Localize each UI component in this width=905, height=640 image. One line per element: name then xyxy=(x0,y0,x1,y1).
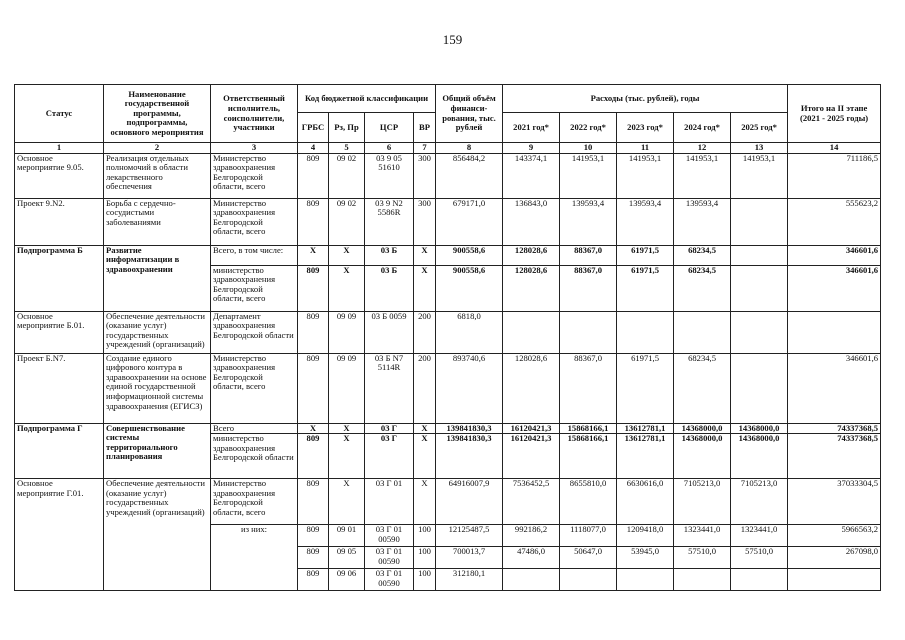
cell-executor: Министерство здравоохранения Белгородской области, всего xyxy=(211,353,298,423)
cell-csr: 03 Г 01 xyxy=(365,479,414,525)
cell-y2021: 128028,6 xyxy=(503,353,560,423)
cell-rzpr: 09 05 xyxy=(329,547,365,569)
cell-total: 900558,6 xyxy=(436,265,503,311)
cell-name: Создание единого цифрового контура в здравоохранении на основе единой государственной информационной системы здравоохранения (ЕГИСЗ) xyxy=(104,353,211,423)
cell-y2022: 141953,1 xyxy=(560,153,617,198)
cell-csr: 03 Г 01 00590 xyxy=(365,569,414,591)
cell-y2025 xyxy=(731,198,788,245)
cell-grbs: 809 xyxy=(298,153,329,198)
cell-itog: 346601,6 xyxy=(788,245,881,265)
cell-name: Совершенствование системы территориального планирования xyxy=(104,423,211,479)
header-total: Общий объём финанси-рования, тыс. рублей xyxy=(436,85,503,143)
table-row xyxy=(15,153,881,198)
cell-vr: 300 xyxy=(414,198,436,245)
cell-grbs: X xyxy=(298,423,329,434)
budget-table xyxy=(14,84,881,591)
cell-y2024: 7105213,0 xyxy=(674,479,731,525)
cell-rzpr: X xyxy=(329,479,365,525)
cell-executor: Департамент здравоохранения Белгородской области xyxy=(211,311,298,353)
cell-y2023: 1209418,0 xyxy=(617,525,674,547)
col-number: 5 xyxy=(329,143,365,154)
cell-status: Подпрограмма Б xyxy=(15,245,104,311)
col-number: 14 xyxy=(788,143,881,154)
cell-grbs: 809 xyxy=(298,569,329,591)
table-row xyxy=(15,423,881,434)
cell-y2022: 15868166,1 xyxy=(560,423,617,434)
table-row xyxy=(15,479,881,525)
cell-total: 64916007,9 xyxy=(436,479,503,525)
cell-name: Реализация отдельных полномочий в области лекарственного обеспечения xyxy=(104,153,211,198)
col-number: 11 xyxy=(617,143,674,154)
cell-vr: X xyxy=(414,245,436,265)
cell-status: Проект 9.N2. xyxy=(15,198,104,245)
header-executor: Ответственный исполнитель, соисполнители, участники xyxy=(211,85,298,143)
cell-grbs: X xyxy=(298,245,329,265)
cell-y2021: 7536452,5 xyxy=(503,479,560,525)
col-number: 9 xyxy=(503,143,560,154)
cell-y2021: 128028,6 xyxy=(503,265,560,311)
cell-name: Борьба с сердечно-сосудистыми заболеваниями xyxy=(104,198,211,245)
cell-y2022 xyxy=(560,311,617,353)
cell-vr: X xyxy=(414,479,436,525)
cell-csr: 03 9 05 51610 xyxy=(365,153,414,198)
cell-y2025 xyxy=(731,265,788,311)
cell-rzpr: X xyxy=(329,423,365,434)
cell-rzpr: X xyxy=(329,245,365,265)
cell-status: Основное мероприятие Г.01. xyxy=(15,479,104,591)
col-number: 4 xyxy=(298,143,329,154)
cell-executor: Министерство здравоохранения Белгородской области, всего xyxy=(211,153,298,198)
cell-csr: 03 Б 0059 xyxy=(365,311,414,353)
col-number: 10 xyxy=(560,143,617,154)
table-row xyxy=(15,353,881,423)
cell-grbs: 809 xyxy=(298,525,329,547)
cell-rzpr: 09 02 xyxy=(329,198,365,245)
header-grbs: ГРБС xyxy=(298,113,329,143)
cell-y2024: 141953,1 xyxy=(674,153,731,198)
cell-y2023: 61971,5 xyxy=(617,353,674,423)
header-y2025: 2025 год* xyxy=(731,113,788,143)
cell-y2025: 14368000,0 xyxy=(731,434,788,479)
cell-y2021: 128028,6 xyxy=(503,245,560,265)
header-y2023: 2023 год* xyxy=(617,113,674,143)
table-row xyxy=(15,245,881,265)
cell-total: 6818,0 xyxy=(436,311,503,353)
cell-y2022: 1118077,0 xyxy=(560,525,617,547)
header-status: Статус xyxy=(15,85,104,143)
cell-itog xyxy=(788,311,881,353)
cell-y2024: 68234,5 xyxy=(674,245,731,265)
cell-csr: 03 Г 01 00590 xyxy=(365,525,414,547)
cell-total: 139841830,3 xyxy=(436,423,503,434)
cell-itog: 346601,6 xyxy=(788,353,881,423)
cell-y2024: 57510,0 xyxy=(674,547,731,569)
cell-rzpr: 09 02 xyxy=(329,153,365,198)
cell-total: 139841830,3 xyxy=(436,434,503,479)
cell-csr: 03 Б xyxy=(365,265,414,311)
cell-y2025 xyxy=(731,311,788,353)
cell-grbs: 809 xyxy=(298,198,329,245)
col-number: 6 xyxy=(365,143,414,154)
cell-y2021: 16120421,3 xyxy=(503,423,560,434)
cell-total: 312180,1 xyxy=(436,569,503,591)
cell-y2021: 992186,2 xyxy=(503,525,560,547)
cell-y2022: 139593,4 xyxy=(560,198,617,245)
cell-rzpr: X xyxy=(329,434,365,479)
cell-itog: 74337368,5 xyxy=(788,423,881,434)
cell-y2024: 14368000,0 xyxy=(674,423,731,434)
cell-executor: Всего, в том числе: xyxy=(211,245,298,265)
col-number: 3 xyxy=(211,143,298,154)
header-y2022: 2022 год* xyxy=(560,113,617,143)
cell-y2022: 88367,0 xyxy=(560,245,617,265)
cell-grbs: 809 xyxy=(298,353,329,423)
col-number: 7 xyxy=(414,143,436,154)
col-number: 2 xyxy=(104,143,211,154)
cell-y2025: 57510,0 xyxy=(731,547,788,569)
col-number: 12 xyxy=(674,143,731,154)
cell-executor: Министерство здравоохранения Белгородской области, всего xyxy=(211,479,298,525)
cell-csr: 03 Б N7 5114R xyxy=(365,353,414,423)
table-row xyxy=(15,198,881,245)
cell-y2023: 53945,0 xyxy=(617,547,674,569)
cell-total: 856484,2 xyxy=(436,153,503,198)
cell-itog: 267098,0 xyxy=(788,547,881,569)
header-budget-code: Код бюджетной классификации xyxy=(298,85,436,113)
cell-executor: министерство здравоохранения Белгородской области xyxy=(211,434,298,479)
cell-y2024: 68234,5 xyxy=(674,353,731,423)
cell-y2023 xyxy=(617,569,674,591)
col-number: 1 xyxy=(15,143,104,154)
cell-y2024 xyxy=(674,569,731,591)
cell-itog: 74337368,5 xyxy=(788,434,881,479)
cell-vr: 200 xyxy=(414,311,436,353)
header-csr: ЦСР xyxy=(365,113,414,143)
cell-y2025: 7105213,0 xyxy=(731,479,788,525)
cell-total: 12125487,5 xyxy=(436,525,503,547)
cell-y2025 xyxy=(731,353,788,423)
cell-y2021 xyxy=(503,569,560,591)
cell-vr: X xyxy=(414,434,436,479)
header-name: Наименование государственной программы, подпрограммы, основного мероприятия xyxy=(104,85,211,143)
cell-y2021: 136843,0 xyxy=(503,198,560,245)
header-vr: ВР xyxy=(414,113,436,143)
header-rzpr: Рз, Пр xyxy=(329,113,365,143)
cell-y2025: 14368000,0 xyxy=(731,423,788,434)
col-number: 8 xyxy=(436,143,503,154)
cell-rzpr: 09 01 xyxy=(329,525,365,547)
cell-y2022 xyxy=(560,569,617,591)
cell-status: Подпрограмма Г xyxy=(15,423,104,479)
cell-itog: 555623,2 xyxy=(788,198,881,245)
cell-y2022: 8655810,0 xyxy=(560,479,617,525)
cell-csr: 03 Б xyxy=(365,245,414,265)
cell-total: 900558,6 xyxy=(436,245,503,265)
cell-rzpr: 09 09 xyxy=(329,311,365,353)
cell-status: Основное мероприятие Б.01. xyxy=(15,311,104,353)
col-number: 13 xyxy=(731,143,788,154)
cell-total: 700013,7 xyxy=(436,547,503,569)
cell-rzpr: X xyxy=(329,265,365,311)
header-y2021: 2021 год* xyxy=(503,113,560,143)
cell-itog: 346601,6 xyxy=(788,265,881,311)
cell-csr: 03 Г xyxy=(365,434,414,479)
cell-y2024: 139593,4 xyxy=(674,198,731,245)
cell-y2022: 15868166,1 xyxy=(560,434,617,479)
cell-vr: 100 xyxy=(414,547,436,569)
cell-itog: 37033304,5 xyxy=(788,479,881,525)
cell-status: Проект Б.N7. xyxy=(15,353,104,423)
cell-status: Основное мероприятие 9.05. xyxy=(15,153,104,198)
cell-rzpr: 09 09 xyxy=(329,353,365,423)
cell-grbs: 809 xyxy=(298,479,329,525)
cell-vr: 100 xyxy=(414,569,436,591)
cell-y2025 xyxy=(731,245,788,265)
cell-executor: Всего xyxy=(211,423,298,434)
cell-total: 893740,6 xyxy=(436,353,503,423)
cell-y2022: 88367,0 xyxy=(560,265,617,311)
cell-csr: 03 Г 01 00590 xyxy=(365,547,414,569)
cell-executor: Министерство здравоохранения Белгородской области, всего xyxy=(211,198,298,245)
cell-y2023: 6630616,0 xyxy=(617,479,674,525)
cell-vr: 300 xyxy=(414,153,436,198)
cell-y2025: 1323441,0 xyxy=(731,525,788,547)
cell-y2024: 1323441,0 xyxy=(674,525,731,547)
cell-itog xyxy=(788,569,881,591)
header-itog: Итого на II этапе (2021 - 2025 годы) xyxy=(788,85,881,143)
cell-itog: 711186,5 xyxy=(788,153,881,198)
cell-rzpr: 09 06 xyxy=(329,569,365,591)
cell-grbs: 809 xyxy=(298,265,329,311)
cell-y2024 xyxy=(674,311,731,353)
cell-total: 679171,0 xyxy=(436,198,503,245)
cell-y2022: 50647,0 xyxy=(560,547,617,569)
cell-grbs: 809 xyxy=(298,547,329,569)
cell-y2024: 14368000,0 xyxy=(674,434,731,479)
cell-y2025: 141953,1 xyxy=(731,153,788,198)
page-number: 159 xyxy=(442,32,463,47)
cell-vr: 200 xyxy=(414,353,436,423)
cell-name: Обеспечение деятельности (оказание услуг) государственных учреждений (организаций) xyxy=(104,479,211,591)
cell-grbs: 809 xyxy=(298,311,329,353)
cell-y2021 xyxy=(503,311,560,353)
cell-executor: из них: xyxy=(211,525,298,591)
header-y2024: 2024 год* xyxy=(674,113,731,143)
cell-y2023: 13612781,1 xyxy=(617,434,674,479)
cell-y2023: 61971,5 xyxy=(617,265,674,311)
cell-y2021: 47486,0 xyxy=(503,547,560,569)
cell-y2022: 88367,0 xyxy=(560,353,617,423)
cell-grbs: 809 xyxy=(298,434,329,479)
cell-y2023 xyxy=(617,311,674,353)
cell-y2021: 143374,1 xyxy=(503,153,560,198)
cell-y2023: 61971,5 xyxy=(617,245,674,265)
cell-vr: 100 xyxy=(414,525,436,547)
cell-y2025 xyxy=(731,569,788,591)
cell-y2023: 139593,4 xyxy=(617,198,674,245)
header-expenses: Расходы (тыс. рублей), годы xyxy=(503,85,788,113)
cell-y2024: 68234,5 xyxy=(674,265,731,311)
cell-name: Обеспечение деятельности (оказание услуг) государственных учреждений (организаций) xyxy=(104,311,211,353)
cell-csr: 03 9 N2 5586R xyxy=(365,198,414,245)
cell-itog: 5966563,2 xyxy=(788,525,881,547)
cell-y2021: 16120421,3 xyxy=(503,434,560,479)
table-row xyxy=(15,311,881,353)
cell-executor: министерство здравоохранения Белгородской области, всего xyxy=(211,265,298,311)
cell-y2023: 141953,1 xyxy=(617,153,674,198)
cell-name: Развитие информатизации в здравоохранении xyxy=(104,245,211,311)
cell-vr: X xyxy=(414,265,436,311)
cell-csr: 03 Г xyxy=(365,423,414,434)
cell-y2023: 13612781,1 xyxy=(617,423,674,434)
cell-vr: X xyxy=(414,423,436,434)
